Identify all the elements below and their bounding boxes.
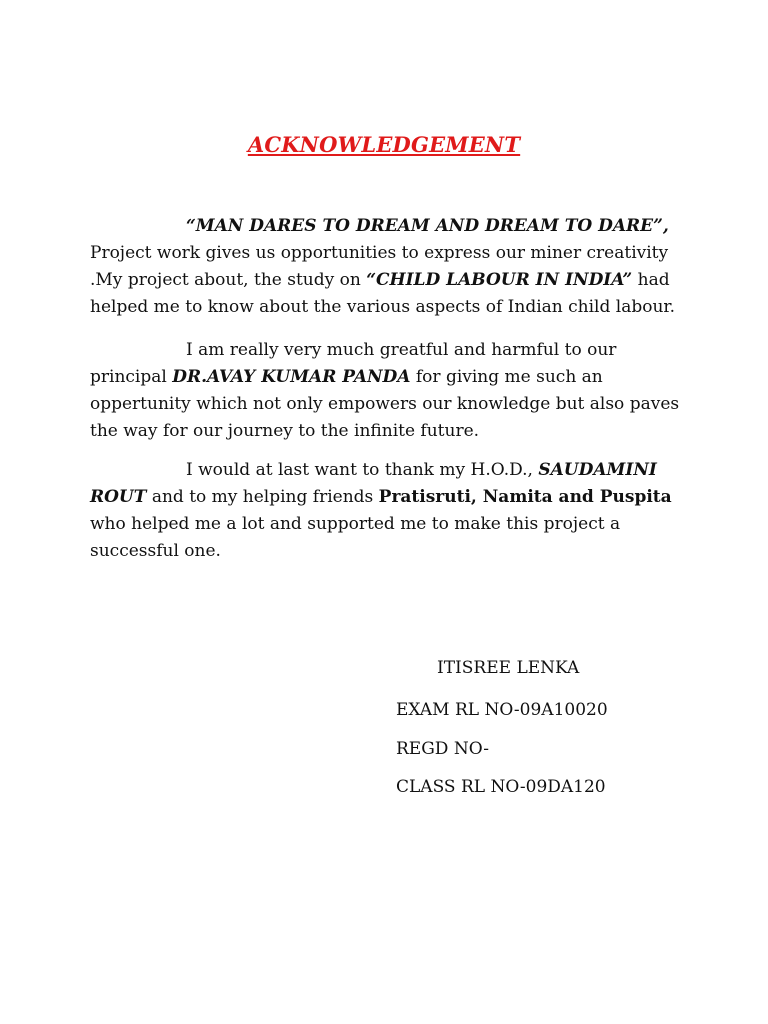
page-title: ACKNOWLEDGEMENT bbox=[247, 132, 521, 157]
registration-number: REGD NO- bbox=[396, 739, 490, 759]
signature-name: ITISREE LENKA bbox=[437, 658, 580, 678]
paragraph-thanks bbox=[90, 457, 690, 565]
thanks-text-mid: and to my helping friends bbox=[146, 487, 379, 507]
hod-name: SAUDAMINI ROUT bbox=[90, 460, 657, 507]
exam-roll-number: EXAM RL NO-09A10020 bbox=[396, 700, 608, 720]
thanks-text: I would at last want to thank my H.O.D., bbox=[186, 460, 539, 480]
paragraph-principal bbox=[90, 337, 690, 445]
principal-name: DR.AVAY KUMAR PANDA bbox=[172, 367, 411, 387]
intro-text: Project work gives us opportunities to express our miner creativity .My project about, the study on bbox=[90, 243, 669, 290]
principal-text-rest: for giving me such an oppertunity which not only empowers our knowledge but also paves the way for our journey to the infinite future. bbox=[90, 367, 680, 441]
principal-text: I am really very much greatful and harmful to our principal bbox=[90, 340, 617, 387]
paragraph-intro bbox=[90, 213, 690, 321]
thanks-text-rest: who helped me a lot and supported me to make this project a successful one. bbox=[90, 514, 621, 561]
friends-names: Pratisruti, Namita and Puspita bbox=[378, 487, 672, 507]
class-roll-number: CLASS RL NO-09DA120 bbox=[396, 777, 606, 797]
intro-text-rest: had helped me to know about the various aspects of Indian child labour. bbox=[90, 270, 676, 317]
quote-text: “MAN DARES TO DREAM AND DREAM TO DARE”, bbox=[186, 216, 669, 236]
project-topic: “CHILD LABOUR IN INDIA” bbox=[366, 270, 633, 290]
